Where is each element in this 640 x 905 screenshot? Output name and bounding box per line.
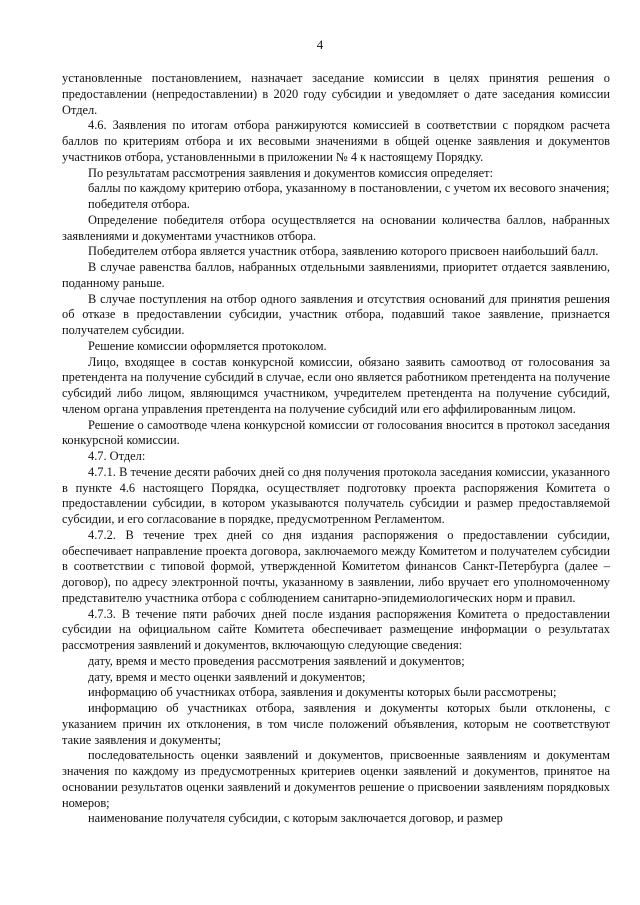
list-item: дату, время и место проведения рассмотрения заявлений и документов;: [88, 653, 465, 668]
paragraph: В случае поступления на отбор одного заявления и отсутствия оснований для принятия решения об отказе в предоставлении субсидии, участник отбора, подавший такое заявление, признается получателем субсидии.: [62, 291, 610, 337]
paragraph-4-7-1: 4.7.1. В течение десяти рабочих дней со дня получения протокола заседания комиссии, указанного в пункте 4.6 настоящего Порядка, осуществляет подготовку проекта распоряжения Комитета о предоставлении субсидии, в котором указываются получатель субсидии и размер предоставляемой субсидии, и его согласование в порядке, предусмотренном Регламентом.: [62, 464, 610, 526]
paragraph-4-7: 4.7. Отдел:: [88, 449, 146, 463]
paragraph: Решение о самоотводе члена конкурсной комиссии от голосования вносится в протокол заседания конкурсной комиссии.: [62, 417, 610, 448]
list-item: информацию об участниках отбора, заявления и документы которых были рассмотрены;: [88, 685, 557, 700]
paragraph: Определение победителя отбора осуществляется на основании количества баллов, набранных заявлениями и документами участников отбора.: [62, 212, 610, 243]
paragraph-continuation: установленные постановлением, назначает заседание комиссии в целях принятия решения о предоставлении (непредоставлении) в 2020 году субсидии и уведомляет о дате заседания комиссии Отдел.: [62, 71, 610, 117]
paragraph-4-6: 4.6. Заявления по итогам отбора ранжируются комиссией в соответствии с порядком расчета баллов по критериям отбора и их весовыми значениями в общей оценке заявления и документов участников отбора, установленными в приложении № 4 к настоящему Порядку.: [62, 118, 610, 164]
paragraph: В случае равенства баллов, набранных отдельными заявлениями, приоритет отдается заявлению, поданному раньше.: [62, 260, 610, 290]
paragraph: По результатам рассмотрения заявления и документов комиссия определяет:: [88, 165, 494, 180]
paragraph: Решение комиссии оформляется протоколом.: [88, 338, 327, 353]
paragraph-4-7-2: 4.7.2. В течение трех дней со дня издания распоряжения о предоставлении субсидии, обеспечивает направление проекта договора, заключаемого между Комитетом и получателем субсидии в соответствии с типовой формой, утвержденной Комитетом финансов Санкт-Петербурга (далее – договор), по адресу электронной почты, указанному в заявлении, либо вручает его уполномоченному представителю участника отбора с соблюдением санитарно-эпидемиологических норм и правил.: [62, 527, 610, 605]
list-item: наименование получателя субсидии, с которым заключается договор, и размер: [88, 811, 503, 826]
paragraph-4-7-3: 4.7.3. В течение пяти рабочих дней после издания распоряжения Комитета о предоставлении субсидии на официальном сайте Комитета обеспечивает размещение информации о результатах рассмотрения заявлений и документов, включающую следующие сведения:: [62, 606, 610, 652]
paragraph: победителя отбора.: [88, 197, 190, 211]
page-number: 4: [316, 37, 324, 52]
paragraph: Лицо, входящее в состав конкурсной комиссии, обязано заявить самоотвод от голосования за претендента на получение субсидий в случае, если оно является работником претендента на получение субсидий либо лицом, являющимся участником, учредителем претендента на получение субсидий, членом органа управления претендента на получение субсидий или его аффилированным лицом.: [62, 354, 610, 416]
paragraph: баллы по каждому критерию отбора, указанному в постановлении, с учетом их весового значения;: [88, 181, 610, 196]
list-item: дату, время и место оценки заявлений и документов;: [88, 669, 366, 684]
document-body: [62, 71, 610, 827]
list-item: информацию об участниках отбора, заявления и документы которых были отклонены, с указанием причин их отклонения, в том числе положений объявления, которым не соответствуют такие заявления и документы;: [62, 701, 610, 747]
list-item: последовательность оценки заявлений и документов, присвоенные заявлениям и документам значения по каждому из предусмотренных критериев оценки заявлений и документов, принятое на основании результатов оценки заявлений и документов решение о присвоении заявлениям порядковых номеров;: [62, 748, 610, 810]
paragraph: Победителем отбора является участник отбора, заявлению которого присвоен наибольший балл.: [88, 244, 599, 259]
